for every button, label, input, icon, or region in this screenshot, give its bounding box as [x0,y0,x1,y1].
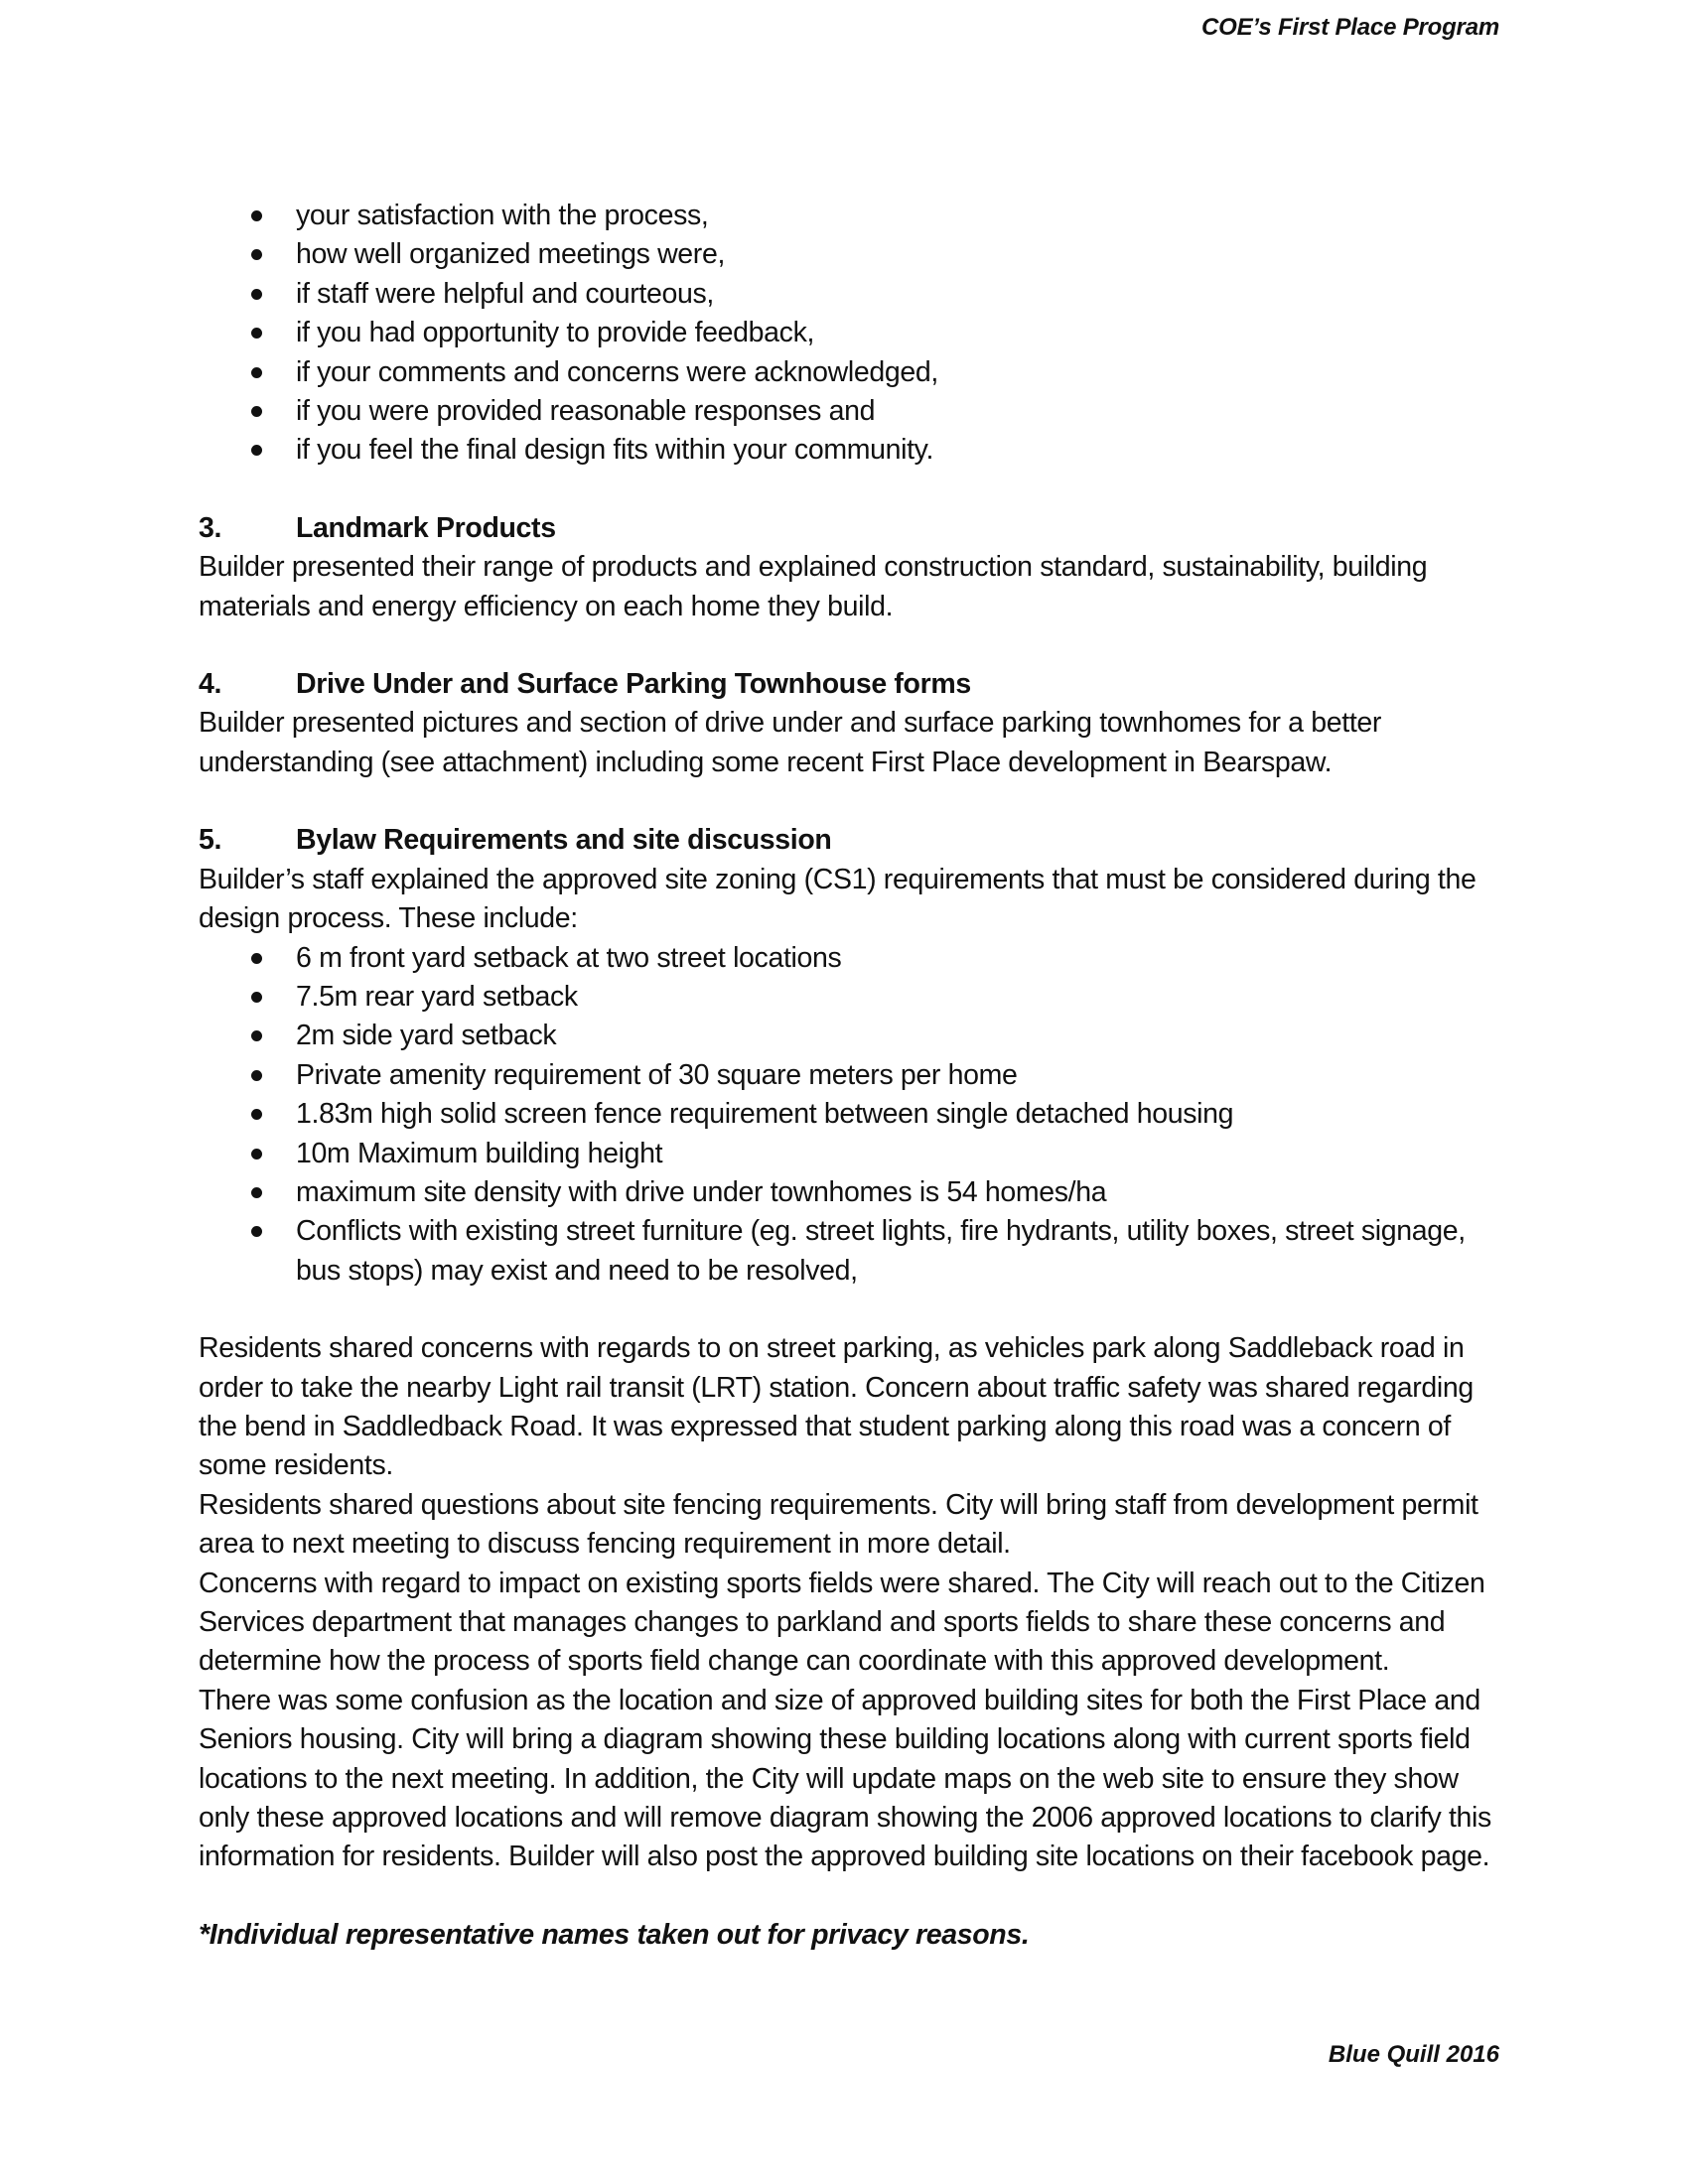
list-item-text: if you were provided reasonable responses and [296,395,876,428]
list-item [199,431,1499,470]
list-item-text: 6 m front yard setback at two street locations [296,941,842,974]
section-parking-townhouse-forms [199,665,1499,782]
section-number: 5. [199,824,222,857]
discussion-paragraph: Residents shared questions about site fencing requirements. City will bring staff from development permit area to next meeting to discuss fencing requirement in more detail. [199,1488,1478,1561]
bullet-icon [251,992,262,1003]
list-item [199,1056,1499,1095]
bullet-icon [251,249,262,260]
document-body [199,197,1499,1955]
section-bylaw-requirements [199,821,1499,1291]
section-number: 3. [199,511,222,544]
list-item [199,1135,1499,1173]
list-item-text: 10m Maximum building height [296,1137,663,1169]
section-body: Builder presented pictures and section of drive under and surface parking townhomes for a better understanding (see attachment) including some recent First Place development in Bearspaw. [199,707,1382,778]
list-item [199,939,1499,978]
bylaw-requirements-list [199,939,1499,1292]
list-item [199,275,1499,314]
bullet-icon [251,328,262,339]
list-item [199,235,1499,274]
bullet-icon [251,1187,262,1198]
list-item-text: if you feel the final design fits within your community. [296,434,934,467]
discussion-paragraph: Concerns with regard to impact on existing sports fields were shared. The City will reach out to the Citizen Services department that manages changes to parkland and sports fields to share these concerns and determine how the process of sports field change can coordinate with this approved development. [199,1567,1485,1678]
bullet-icon [251,1070,262,1081]
section-heading [199,509,1499,548]
list-item-text: if you had opportunity to provide feedback, [296,317,815,349]
bullet-icon [251,289,262,300]
bullet-icon [251,445,262,456]
list-item [199,392,1499,431]
bullet-icon [251,1109,262,1120]
list-item-text: maximum site density with drive under townhomes is 54 homes/ha [296,1175,1107,1208]
list-item-text: how well organized meetings were, [296,238,726,271]
section-body: Builder presented their range of products and explained construction standard, sustainability, building materials and energy efficiency on each home they build. [199,551,1428,622]
list-item [199,314,1499,352]
section-heading [199,665,1499,704]
list-item-text: 2m side yard setback [296,1020,557,1052]
list-item-text: your satisfaction with the process, [296,200,709,231]
list-item-text: Conflicts with existing street furniture (eg. street lights, fire hydrants, utility boxes, street signage, bus stops) may exist and need to be resolved, [296,1215,1466,1287]
evaluation-criteria-list [199,197,1499,471]
list-item-text: 7.5m rear yard setback [296,980,578,1013]
list-item [199,197,1499,235]
section-heading [199,821,1499,860]
section-body: Builder’s staff explained the approved site zoning (CS1) requirements that must be considered during the design process. These include: [199,863,1477,935]
bullet-icon [251,210,262,221]
section-landmark-products [199,509,1499,626]
list-item [199,978,1499,1017]
bullet-icon [251,1030,262,1041]
discussion-paragraph: Residents shared concerns with regards to on street parking, as vehicles park along Saddleback road in order to take the nearby Light rail transit (LRT) station. Concern about traffic safety was shared regarding the bend in Saddledback Road. It was expressed that student parking along this road was a concern of some residents. [199,1332,1474,1482]
privacy-note: *Individual representative names taken out for privacy reasons. [199,1918,1030,1951]
section-title: Landmark Products [296,511,556,544]
list-item [199,1212,1499,1291]
list-item [199,1095,1499,1134]
section-title: Drive Under and Surface Parking Townhouse forms [296,668,971,701]
list-item-text: if staff were helpful and courteous, [296,277,714,310]
list-item [199,1017,1499,1055]
list-item [199,1173,1499,1212]
list-item [199,353,1499,392]
section-title: Bylaw Requirements and site discussion [296,824,832,857]
discussion-paragraph: There was some confusion as the location and size of approved building sites for both the First Place and Seniors housing. City will bring a diagram showing these building locations along with current sports field locations to the next meeting. In addition, the City will update maps on the web site to ensure they show only these approved locations and will remove diagram showing the 2006 approved locations to clarify this information for residents. Builder will also post the approved building site locations on their facebook page. [199,1684,1491,1873]
bullet-icon [251,1226,262,1237]
page-footer: Blue Quill 2016 [1328,2041,1499,2068]
list-item-text: 1.83m high solid screen fence requirement between single detached housing [296,1098,1234,1131]
page-header: COE’s First Place Program [1200,14,1499,41]
section-number: 4. [199,668,222,701]
discussion-notes [199,1329,1499,1877]
bullet-icon [251,1149,262,1160]
bullet-icon [251,406,262,417]
bullet-icon [251,953,262,964]
list-item-text: if your comments and concerns were acknowledged, [296,355,938,388]
list-item-text: Private amenity requirement of 30 square meters per home [296,1058,1018,1091]
bullet-icon [251,367,262,378]
